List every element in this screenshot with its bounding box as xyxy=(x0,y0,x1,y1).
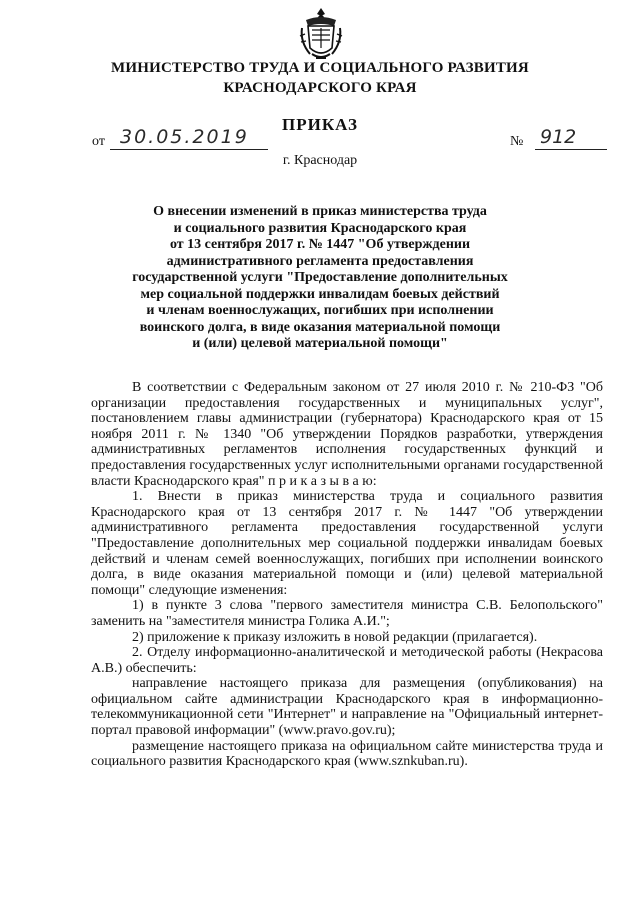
subject-line: от 13 сентября 2017 г. № 1447 "Об утверждении xyxy=(169,237,471,252)
ministry-line-1: МИНИСТЕРСТВО ТРУДА И СОЦИАЛЬНОГО РАЗВИТИЯ xyxy=(111,60,529,76)
order-subject xyxy=(100,204,540,353)
subject-line: административного регламента предоставления xyxy=(166,253,474,269)
subject-line: и (или) целевой материальной помощи" xyxy=(192,336,448,351)
ministry-name xyxy=(60,58,580,98)
body-paragraph: 1. Внести в приказ министерства труда и социального развития Краснодарского края от 13 сентября 2017 г. № 1447 "Об утверждении административного регламента предоставления государственной услуги "Предоставление дополнительных мер социальной поддержки инвалидам боевых действий и членам семей военнослужащих, погибших при исполнении воинского долга, в виде оказания материальной помощи и (или) целевой материальной помощи" следующие изменения: xyxy=(91,489,603,598)
ministry-line-2: КРАСНОДАРСКОГО КРАЯ xyxy=(223,80,417,96)
number-value: 912 xyxy=(540,126,577,148)
subject-line: воинского долга, в виде оказания материальной помощи xyxy=(139,319,501,335)
date-label: от xyxy=(92,134,105,149)
subject-line: и членам военнослужащих, погибших при исполнении xyxy=(146,303,494,318)
subject-line: государственной услуги "Предоставление дополнительных xyxy=(132,270,508,285)
coat-of-arms-icon xyxy=(298,6,344,62)
city: г. Краснодар xyxy=(282,153,358,168)
number-underline xyxy=(535,149,607,150)
body-paragraph: В соответствии с Федеральным законом от 27 июля 2010 г. № 210-ФЗ "Об организации предоставления государственных и муниципальных услуг", постановлением главы администрации (губернатора) Краснодарского края от 15 ноября 2011 г. № 1340 "Об утверждении Порядков разработки, утверждения административных регламентов исполнения государственных функций и предоставления государственных услуг исполнительными органами государственной власти Краснодарского края" п р и к а з ы в а ю: xyxy=(91,380,603,489)
body-paragraph: 1) в пункте 3 слова "первого заместителя министра С.В. Белопольского" заменить на "заместителя министра Голика А.И."; xyxy=(91,598,603,629)
subject-line: мер социальной поддержки инвалидам боевых действий xyxy=(140,286,500,302)
order-title: ПРИКАЗ xyxy=(282,115,358,134)
body-paragraph: 2) приложение к приказу изложить в новой редакции (прилагается). xyxy=(132,629,538,645)
body-paragraph: 2. Отделу информационно-аналитической и методической работы (Некрасова А.В.) обеспечить: xyxy=(91,645,603,676)
body-paragraph: размещение настоящего приказа на официальном сайте министерства труда и социального развития Краснодарского края (www.sznkuban.ru). xyxy=(91,738,603,770)
date-underline xyxy=(110,149,268,150)
subject-line: О внесении изменений в приказ министерства труда xyxy=(153,204,487,219)
date-value: 30.05.2019 xyxy=(120,126,249,148)
body-paragraph: направление настоящего приказа для размещения (опубликования) на официальном сайте администрации Краснодарского края в информационно-телекоммуникационной сети "Интернет" и направление на "Официальный интернет-портал правовой информации" (www.pravo.gov.ru); xyxy=(91,676,603,739)
order-body xyxy=(91,380,603,770)
subject-line: и социального развития Краснодарского края xyxy=(173,220,467,236)
number-label: № xyxy=(510,134,524,149)
